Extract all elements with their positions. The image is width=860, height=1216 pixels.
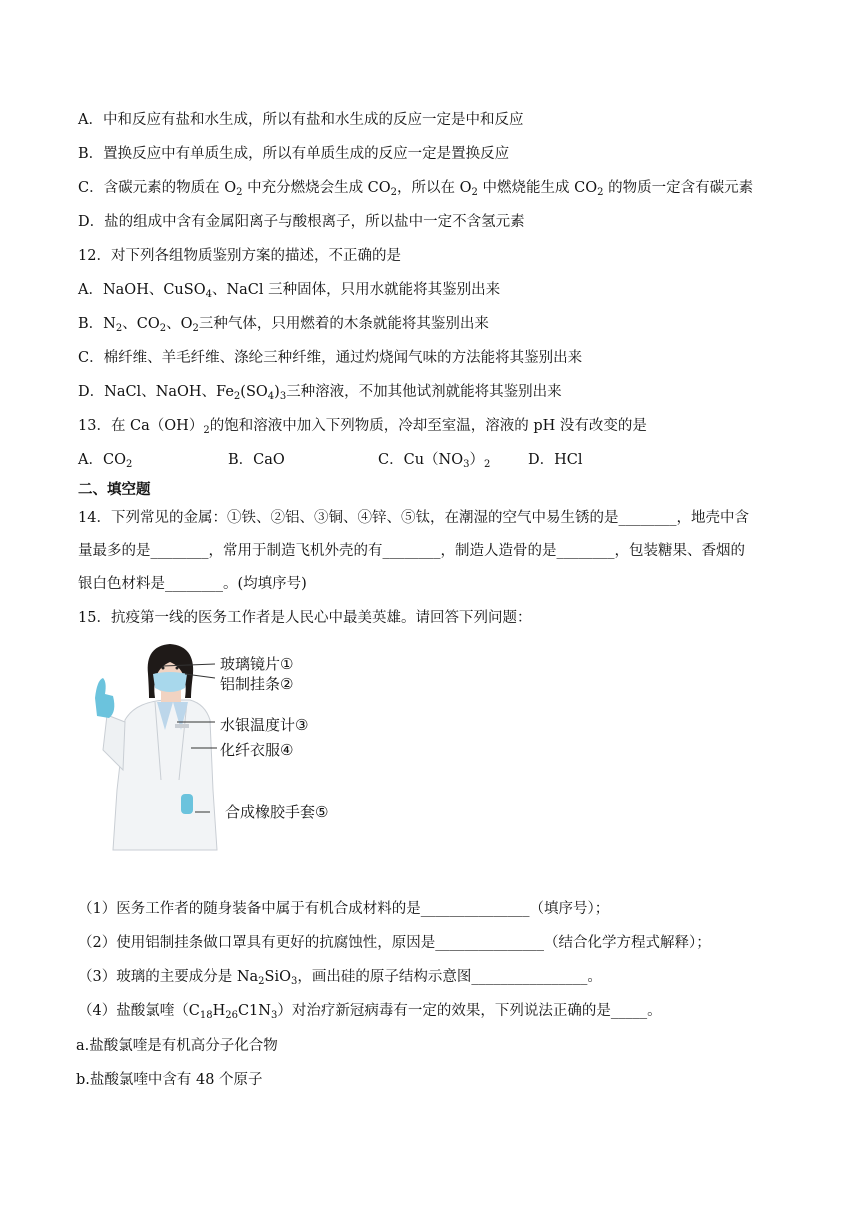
q11-option-b: B．置换反应中有单质生成，所以有单质生成的反应一定是置换反应 [78, 146, 510, 162]
q15-option-b: b.盐酸氯喹中含有 48 个原子 [76, 1072, 263, 1088]
label-mercury-thermometer: 水银温度计③ [220, 716, 309, 734]
q15-option-a: a.盐酸氯喹是有机高分子化合物 [76, 1038, 278, 1054]
doctor-figure [95, 640, 345, 860]
q15-sub-2: （2）使用铝制挂条做口罩具有更好的抗腐蚀性，原因是_______________（结合化学方程式解释）； [78, 935, 711, 951]
label-synthetic-clothing: 化纤衣服④ [220, 741, 294, 759]
label-glass-lens: 玻璃镜片① [220, 655, 294, 673]
label-rubber-gloves: 合成橡胶手套⑤ [225, 803, 329, 821]
q12-option-a: A．NaOH、CuSO$_4$、NaCl 三种固体，只用水就能将其鉴别出来 [78, 282, 501, 300]
q14-line-2: 量最多的是________，常用于制造飞机外壳的有________，制造人造骨的是________，包装糖果、香烟的 [78, 543, 745, 559]
q15-sub-3: （3）玻璃的主要成分是 $Na_2SiO_3$，画出硅的原子结构示意图________________。 [78, 969, 602, 987]
q13-stem: 13．在 $Ca(OH)_2$的饱和溶液中加入下列物质，冷却至室温，溶液的 pH 没有改变的是 [78, 418, 647, 436]
q13-option-d: D．HCl [528, 452, 583, 468]
q14-line-1: 14．下列常见的金属：①铁、②铝、③铜、④锌、⑤钛，在潮湿的空气中易生锈的是________，地壳中含 [78, 510, 749, 526]
q12-option-c: C．棉纤维、羊毛纤维、涤纶三种纤维，通过灼烧闻气味的方法能将其鉴别出来 [78, 350, 583, 366]
q15-stem: 15．抗疫第一线的医务工作者是人民心中最美英雄。请回答下列问题： [78, 610, 532, 626]
q12-option-d: D．NaCl、NaOH、$Fe_2(SO_4)_3$三种溶液，不加其他试剂就能将其鉴别出来 [78, 384, 562, 402]
q13-option-c: C．$Cu(NO_3)_2$ [378, 452, 491, 470]
q15-sub-1: （1）医务工作者的随身装备中属于有机合成材料的是_______________（填序号）； [78, 901, 610, 917]
q13-option-a: A．$CO_2$ [78, 452, 133, 470]
q14-line-3: 银白色材料是________。(均填序号) [78, 576, 307, 592]
q13-option-b: B．CaO [228, 452, 285, 468]
q12-option-b: B．$N_2$、$CO_2$、$O_2$三种气体，只用燃着的木条就能将其鉴别出来 [78, 316, 489, 334]
q11-option-a: A．中和反应有盐和水生成，所以有盐和水生成的反应一定是中和反应 [78, 112, 524, 128]
q12-stem: 12．对下列各组物质鉴别方案的描述，不正确的是 [78, 248, 401, 264]
q11-option-d: D．盐的组成中含有金属阳离子与酸根离子，所以盐中一定不含氢元素 [78, 214, 525, 230]
q13-options [78, 450, 583, 470]
q15-sub-4: （4）盐酸氯喹$(C_{18}H_{26}C1N_3)$对治疗新冠病毒有一定的效果，下列说法正确的是_____。 [78, 1003, 662, 1021]
section-heading: 二、填空题 [78, 481, 151, 498]
q11-option-c: C．含碳元素的物质在 $O_2$ 中充分燃烧会生成 $CO_2$，所以在 $O_2$ 中燃烧能生成 $CO_2$ 的物质一定含有碳元素 [78, 180, 754, 198]
label-aluminum-strap: 铝制挂条② [220, 675, 294, 693]
